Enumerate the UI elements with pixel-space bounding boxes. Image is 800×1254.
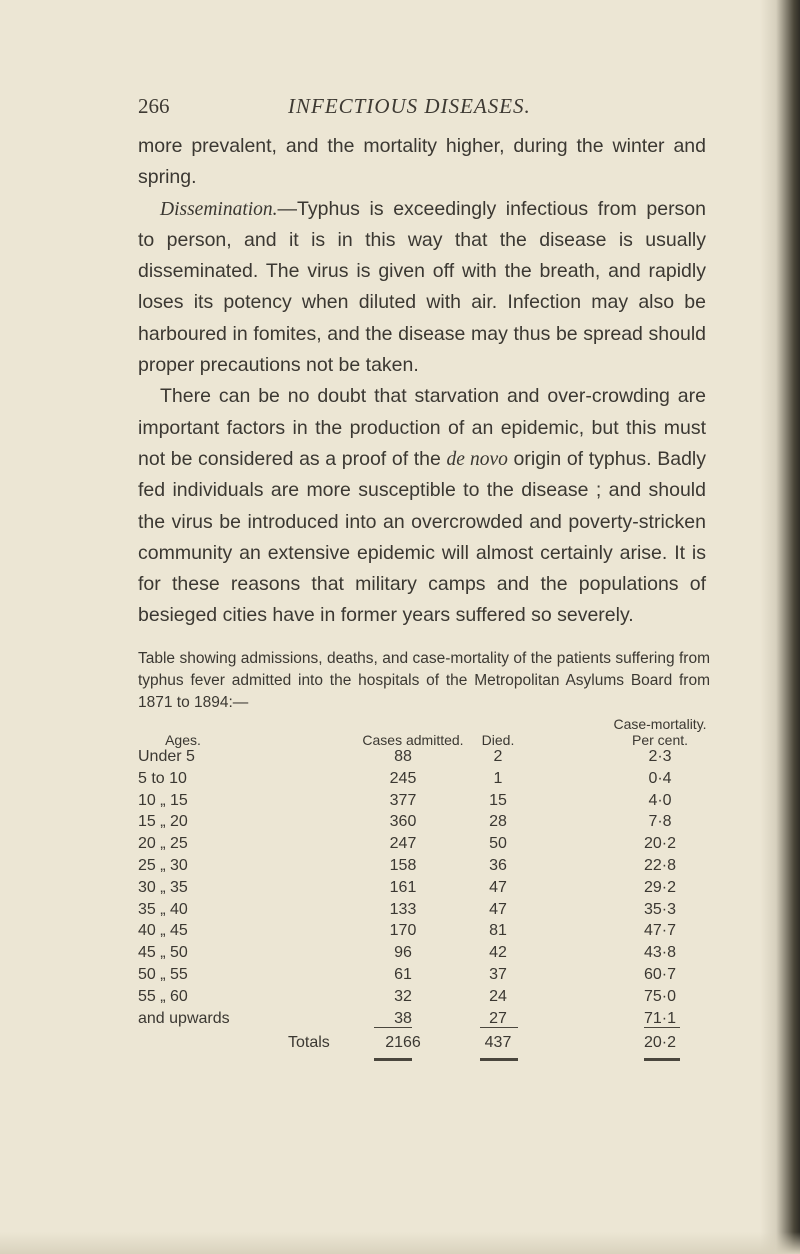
mortality-cell: 71·1	[643, 1009, 677, 1027]
rule-cases	[374, 1027, 412, 1028]
died-cell: 81	[489, 922, 507, 940]
cases-cell: 38	[394, 1009, 412, 1027]
page-number: 266	[138, 94, 170, 118]
died-cell: 36	[489, 857, 507, 874]
died-cell: 47	[489, 900, 507, 918]
rule-died	[480, 1027, 518, 1028]
cases-cell: 32	[394, 987, 412, 1005]
table-row	[138, 922, 710, 944]
cases-cell: 61	[394, 966, 412, 983]
died-cell: 15	[489, 791, 507, 809]
paragraph-3-italic: de novo	[446, 448, 508, 470]
mortality-cell: 0·4	[648, 769, 672, 787]
paragraph-2	[138, 194, 706, 382]
age-cell: 55 „ 60	[138, 987, 188, 1005]
died-cell: 42	[489, 944, 507, 962]
header-ages: Ages.	[165, 732, 201, 748]
paragraph-3-part-a: There can be no doubt that starvation and over-crowding are important factors in the production of an epidemic, but this must not be considered as a proof of the	[138, 385, 706, 470]
cases-cell: 96	[394, 944, 412, 962]
cases-cell: 170	[389, 922, 417, 940]
died-cell: 2	[493, 748, 503, 765]
table-row	[138, 857, 710, 879]
table-caption: Table showing admissions, deaths, and case-mortality of the patients suffering from typhus fever admitted into the hospitals of the Metropolitan Asylums Board from 1871 to 1894:—	[138, 650, 710, 711]
paragraph-2-text: —Typhus is exceedingly infectious from person to person, and it is in this way that the disease is usually disseminated. The virus is given off with the breath, and rapidly loses its potency when diluted with air. Infection may also be harboured in fomites, and the disease may thus be spread should proper precautions not be taken.	[138, 197, 706, 377]
table-row	[138, 966, 710, 988]
page-bottom-shadow	[0, 1232, 800, 1254]
died-cell: 24	[489, 987, 507, 1005]
died-cell: 50	[489, 835, 507, 853]
cases-cell: 377	[389, 791, 417, 809]
mortality-cell: 60·7	[643, 966, 677, 983]
age-cell: 10 „ 15	[138, 791, 188, 809]
header-died: Died.	[481, 732, 515, 748]
age-cell: 15 „ 20	[138, 813, 188, 831]
table-row	[138, 792, 710, 814]
table-row	[138, 813, 710, 835]
age-cell: Under 5	[138, 748, 195, 765]
died-cell: 27	[489, 1009, 507, 1027]
age-cell: 45 „ 50	[138, 944, 188, 962]
age-cell: and upwards	[138, 1009, 230, 1027]
age-cell: 50 „ 55	[138, 966, 188, 983]
table-row	[138, 748, 710, 770]
mortality-cell: 75·0	[643, 987, 677, 1005]
table-row	[138, 879, 710, 901]
page-header	[138, 94, 708, 124]
header-case-mortality-line2: Per cent.	[631, 732, 689, 748]
table-row	[138, 901, 710, 923]
header-case-mortality-line1: Case-mortality.	[613, 716, 707, 732]
rule-mortality	[644, 1027, 680, 1028]
mortality-cell: 22·8	[643, 857, 677, 874]
totals-cases: 2166	[385, 1034, 421, 1051]
age-cell: 40 „ 45	[138, 922, 188, 940]
cases-cell: 247	[389, 835, 417, 853]
paragraph-3	[138, 381, 706, 631]
totals-mortality: 20·2	[643, 1034, 677, 1051]
mortality-cell: 43·8	[643, 944, 677, 962]
mortality-cell: 2·3	[648, 748, 672, 765]
cases-cell: 158	[389, 857, 417, 874]
double-rule-mortality	[644, 1058, 680, 1061]
double-rule-died	[480, 1058, 518, 1061]
age-cell: 5 to 10	[138, 769, 187, 787]
paragraph-3-part-b: origin of typhus. Badly fed individuals are more susceptible to the disease ; and should the virus be introduced into an overcrowded and poverty-stricken community an extensive epidemic will almost certainly arise. It is for these reasons that military camps and the populations of besieged cities have in former years suffered so severely.	[138, 447, 707, 627]
paragraph-1: more prevalent, and the mortality higher, during the winter and spring.	[138, 135, 706, 189]
age-cell: 25 „ 30	[138, 857, 188, 874]
mortality-cell: 20·2	[643, 835, 677, 853]
table-row	[138, 944, 710, 966]
mortality-cell: 7·8	[648, 813, 672, 831]
mortality-table	[138, 714, 710, 1074]
section-heading-dissemination: Dissemination.	[160, 198, 278, 220]
mortality-cell: 47·7	[643, 922, 677, 940]
running-head: INFECTIOUS DISEASES.	[288, 94, 531, 118]
body-text	[138, 131, 706, 632]
cases-cell: 88	[394, 748, 412, 765]
table-row	[138, 770, 710, 792]
cases-cell: 245	[389, 769, 417, 787]
cases-cell: 360	[389, 813, 417, 831]
cases-cell: 133	[389, 900, 417, 918]
table-row	[138, 1010, 710, 1032]
died-cell: 47	[489, 878, 507, 896]
table-row	[138, 988, 710, 1010]
died-cell: 37	[489, 966, 507, 983]
header-cases-admitted: Cases admitted.	[362, 732, 464, 748]
age-cell: 35 „ 40	[138, 900, 188, 918]
mortality-cell: 29·2	[643, 878, 677, 896]
header-case-mortality	[608, 716, 712, 748]
mortality-cell: 4·0	[648, 791, 672, 809]
table-row	[138, 835, 710, 857]
age-cell: 30 „ 35	[138, 878, 188, 896]
page-edge-shadow	[760, 0, 800, 1254]
double-rule-cases	[374, 1058, 412, 1061]
cases-cell: 161	[389, 878, 417, 896]
totals-label: Totals	[288, 1034, 330, 1051]
totals-row	[138, 1034, 710, 1058]
died-cell: 28	[489, 813, 507, 831]
age-cell: 20 „ 25	[138, 835, 188, 853]
died-cell: 1	[493, 769, 503, 787]
mortality-cell: 35·3	[643, 900, 677, 918]
totals-died: 437	[484, 1034, 512, 1051]
